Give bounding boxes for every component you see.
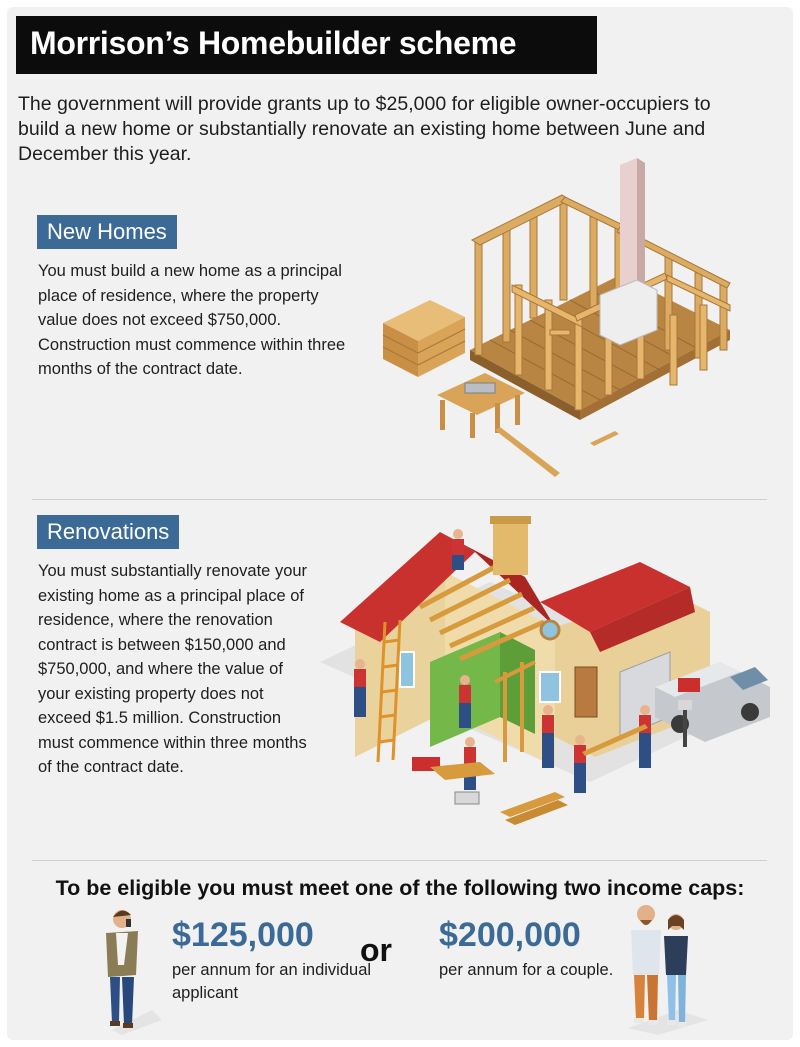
page-title: Morrison’s Homebuilder scheme xyxy=(30,25,517,61)
section-divider xyxy=(32,499,767,500)
income-caps-heading: To be eligible you must meet one of the following two income caps: xyxy=(55,876,745,900)
section-divider xyxy=(32,860,767,861)
renovations-text: You must substantially renovate your existing home as a principal place of residence, where the renovation contract is between $150,000 and $750,000, and where the value of your existing property does not exceed $1.5 million. Construction must commence within three months of the contract date. xyxy=(38,562,308,776)
new-homes-heading: New Homes xyxy=(37,215,177,249)
person-on-phone-illustration xyxy=(92,905,162,1035)
renovations-heading: Renovations xyxy=(37,515,179,549)
house-renovation-illustration xyxy=(300,512,780,842)
or-separator: or xyxy=(360,932,392,968)
couple-income-cap: $200,000 xyxy=(439,916,581,954)
couple-income-cap-description: per annum for a couple. xyxy=(439,961,614,979)
new-homes-text: You must build a new home as a principal place of residence, where the property value does not exceed $750,000. Construction must commence within three months of the contract date. xyxy=(38,262,346,378)
house-frame-illustration xyxy=(375,155,745,490)
title-banner xyxy=(16,16,597,74)
couple-illustration xyxy=(618,900,708,1035)
intro-text: The government will provide grants up to $25,000 for eligible owner-occupiers to build a new home or substantially renovate an existing home between June and December this year. xyxy=(18,93,711,165)
individual-income-cap-description: per annum for an individual applicant xyxy=(172,961,372,1002)
individual-income-cap: $125,000 xyxy=(172,916,314,954)
